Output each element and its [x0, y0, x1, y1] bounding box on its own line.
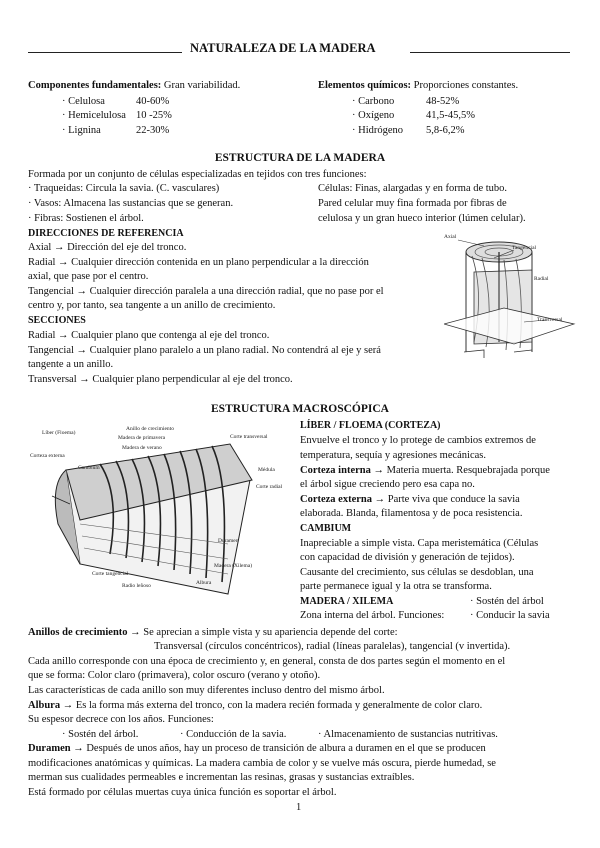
macro-label-madera-primavera: Madera de primavera: [118, 435, 166, 441]
madera-heading: MADERA / XILEMA: [300, 596, 394, 607]
duramen-line: modificaciones anatómicas y químicas. La madera cambia de color y se vuelve más oscura, pierde humedad, se: [28, 758, 496, 769]
macro-label-radio-lenoso: Radio leñoso: [122, 583, 151, 589]
macro-label-corte-radial: Corte radial: [256, 484, 283, 490]
secciones-heading: SECCIONES: [28, 315, 86, 326]
cambium-line: con capacidad de división y generación de tejidos).: [300, 552, 515, 563]
page-title: NATURALEZA DE LA MADERA: [190, 41, 376, 55]
elemento-value: 48-52%: [426, 96, 460, 107]
componente-row: · Hemicelulosa: [62, 110, 126, 121]
liber-line: temperatura, sequía y agresiones mecánicas.: [300, 450, 487, 461]
macro-label-corte-tangencial: Corte tangencial: [92, 571, 129, 577]
seccion-line: Tangencial → Cualquier plano paralelo a un plano radial. No contendrá al eje y será: [28, 345, 381, 356]
albura-line: Albura → Es la forma más externa del tronco, con la madera recién formada y generalmente de color claro.: [28, 700, 483, 711]
cada-anillo-line: Las características de cada anillo son muy diferentes incluso dentro del mismo árbol.: [28, 685, 385, 696]
estructura-intro: Formada por un conjunto de células especializadas en tejidos con tres funciones:: [28, 169, 367, 180]
liber-line: Envuelve el tronco y lo protege de cambios extremos de: [300, 435, 536, 446]
madera-line: Zona interna del árbol. Funciones:: [300, 610, 445, 621]
duramen-line: Está formado por células muertas cuya única función es soportar el árbol.: [28, 787, 337, 798]
albura-line2: Su espesor decrece con los años. Funciones:: [28, 714, 214, 725]
componente-row: · Celulosa: [62, 96, 105, 107]
direccion-line: centro y, por tanto, sea tangente a un anillo de crecimiento.: [28, 300, 276, 311]
section-title-estructura: ESTRUCTURA DE LA MADERA: [214, 152, 386, 164]
seccion-line: tangente a un anillo.: [28, 359, 114, 370]
macro-label-madera-xilema: Madera (Xilema): [214, 563, 253, 569]
macro-label-duramen: Duramen: [218, 538, 239, 544]
anillos-line2: Transversal (círculos concéntricos), radial (líneas paralelas), tangencial (v invertida).: [154, 641, 511, 652]
direccion-line: Radial → Cualquier dirección contenida en un plano perpendicular a la dirección: [28, 257, 369, 268]
cambium-line: Causante del crecimiento, sus células se desdoblan, una: [300, 567, 534, 578]
cambium-line: Inapreciable a simple vista. Capa meristemática (Células: [300, 538, 539, 549]
corteza-externa-line2: elaborada. Blanda, filamentosa y de poca resistencia.: [300, 508, 523, 519]
title-rule-left: [28, 52, 182, 53]
duramen-line: Duramen → Después de unos años, hay un proceso de transición de albura a duramen en el que se producen: [28, 743, 486, 754]
elemento-value: 5,8-6,2%: [426, 125, 465, 136]
componente-value: 22-30%: [136, 125, 170, 136]
page-number: 1: [296, 802, 302, 813]
componente-row: · Lignina: [62, 125, 101, 136]
componente-value: 10 -25%: [136, 110, 172, 121]
fig-label-transversal: Transversal: [537, 317, 563, 323]
madera-funcion: · Conducir la savia: [470, 610, 550, 621]
direccion-line: Tangencial → Cualquier dirección paralela a una dirección radial, que no pase por el: [28, 286, 384, 297]
elemento-row: · Carbono: [352, 96, 395, 107]
estructura-left-line: · Vasos: Almacena las sustancias que se generan.: [28, 198, 234, 209]
corteza-interna-line: Corteza interna → Materia muerta. Resquebrajada porque: [300, 465, 550, 476]
elemento-value: 41,5-45,5%: [426, 110, 475, 121]
macro-label-liber: Líber (Floema): [42, 430, 76, 436]
macro-label-corteza-externa: Corteza externa: [30, 453, 65, 459]
madera-funcion: · Sostén del árbol: [470, 596, 544, 607]
corteza-externa-line: Corteza externa → Parte viva que conduce la savia: [300, 494, 520, 505]
componente-value: 40-60%: [136, 96, 170, 107]
estructura-left-line: · Fibras: Sostienen el árbol.: [28, 213, 144, 224]
estructura-right-line: Pared celular muy fina formada por fibras de: [318, 198, 507, 209]
duramen-line: merman sus cualidades permeables e incrementan las resinas, grasas y sustancias extraíbles.: [28, 772, 415, 783]
componentes-heading: Componentes fundamentales: Gran variabilidad.: [28, 80, 241, 91]
elemento-row: · Hidrógeno: [352, 125, 404, 136]
elementos-heading: Elementos químicos: Proporciones constantes.: [318, 80, 519, 91]
title-rule-right: [410, 52, 570, 53]
corteza-interna-line2: el árbol sigue creciendo pero esa capa no.: [300, 479, 475, 490]
anillos-line: Anillos de crecimiento → Se aprecian a simple vista y su apariencia depende del corte:: [28, 627, 398, 638]
cambium-line: parte permanece igual y la otra se transforma.: [300, 581, 492, 592]
albura-funcion: · Sostén del árbol.: [62, 729, 139, 740]
direcciones-heading: DIRECCIONES DE REFERENCIA: [28, 228, 184, 239]
macro-label-cambium: Cambium: [78, 465, 100, 471]
macro-label-medula: Médula: [258, 467, 275, 473]
estructura-right-line: celulosa y un gran hueco interior (lúmen celular).: [318, 213, 526, 224]
direccion-line: axial, que pase por el centro.: [28, 271, 149, 282]
seccion-line: Radial → Cualquier plano que contenga al eje del tronco.: [28, 330, 270, 341]
elemento-row: · Oxígeno: [352, 110, 395, 121]
cada-anillo-line: Cada anillo corresponde con una época de crecimiento y, en general, consta de dos partes según el momento en el: [28, 656, 506, 667]
albura-funcion: · Conducción de la savia.: [180, 729, 287, 740]
albura-funcion: · Almacenamiento de sustancias nutritivas.: [318, 729, 498, 740]
estructura-left-line: · Traqueidas: Circula la savia. (C. vasculares): [28, 183, 220, 194]
direccion-line: Axial → Dirección del eje del tronco.: [28, 242, 187, 253]
seccion-line: Transversal → Cualquier plano perpendicular al eje del tronco.: [28, 374, 293, 385]
wood-macro-figure: [40, 424, 290, 624]
fig-label-tangencial: Tangencial: [512, 245, 537, 251]
cambium-heading: CAMBIUM: [300, 523, 352, 534]
fig-label-axial: Axial: [444, 234, 457, 240]
macro-label-anillo: Anillo de crecimiento: [126, 426, 174, 432]
fig-label-radial: Radial: [534, 276, 549, 282]
macro-label-madera-verano: Madera de verano: [122, 445, 162, 451]
liber-heading: LÍBER / FLOEMA (CORTEZA): [300, 420, 441, 431]
cada-anillo-line: que se forma: Color claro (primavera), color oscuro (verano y otoño).: [28, 670, 321, 681]
section-title-macro: ESTRUCTURA MACROSCÓPICA: [211, 403, 389, 415]
log-sections-figure: [444, 232, 576, 372]
estructura-right-line: Células: Finas, alargadas y en forma de tubo.: [318, 183, 508, 194]
macro-label-albura: Albura: [196, 580, 212, 586]
macro-label-corte-transversal: Corte transversal: [230, 434, 268, 440]
